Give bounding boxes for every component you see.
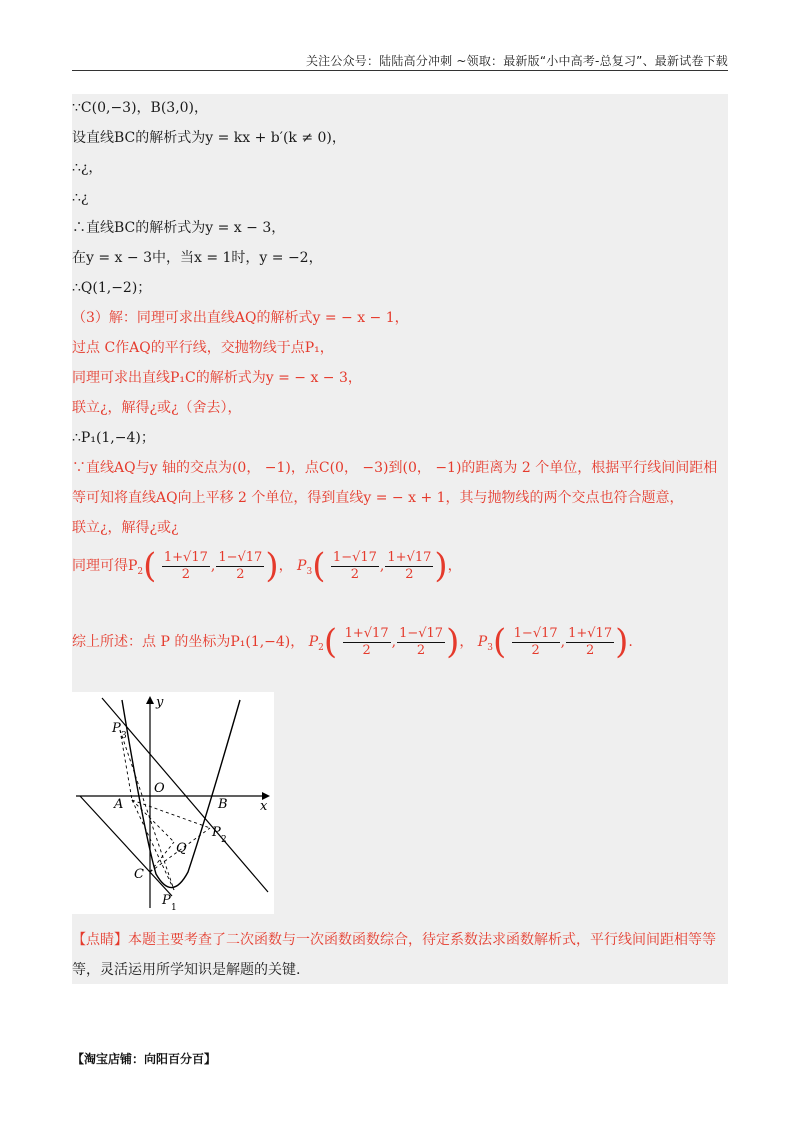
line-3: ∴¿， [72, 160, 103, 176]
line-2: 设直线BC的解析式为y = kx + b′(k ≠ 0)， [72, 130, 346, 146]
fraction: $\frac{1+√17}{2}$ [387, 549, 432, 582]
line-9: 过点 C作AQ的平行线，交抛物线于点P₁， [72, 340, 334, 356]
line-p1c [80, 796, 172, 896]
label-q: Q [176, 841, 187, 856]
label-p3: P [112, 721, 121, 736]
fraction: $\frac{1-√17}{2}$ [513, 625, 558, 658]
fraction: $\frac{1+√17}{2}$ [568, 625, 613, 658]
line-12: ∴P₁(1,−4)； [72, 430, 155, 446]
dashed-lines [120, 730, 210, 890]
line-15: 联立¿，解得¿或¿ [72, 520, 179, 536]
parabola [122, 700, 240, 888]
label-p1: P [162, 893, 171, 908]
line-7: ∴Q(1,−2)； [72, 280, 152, 296]
label-b: B [218, 797, 228, 812]
comment-line-1: 【点睛】本题主要考查了二次函数与一次函数函数综合，待定系数法求函数解析式，平行线间间距相等等 [72, 932, 716, 948]
label-p2: P [212, 825, 221, 840]
line-6: 在y = x − 3中，当x = 1时，y = −2， [72, 250, 323, 266]
line-10: 同理可求出直线P₁C的解析式为y = − x − 3， [72, 370, 362, 386]
line-13: ∵直线AQ与y 轴的交点为(0， −1)，点C(0， −3)到(0， −1)的距离为 2 个单位，根据平行线间间距相 [72, 460, 718, 476]
fraction: $\frac{1+√17}{2}$ [163, 549, 208, 582]
label-c: C [134, 867, 144, 882]
line-bc [102, 698, 268, 892]
line-1: ∵C(0,−3)，B(3,0)， [72, 100, 209, 116]
label-x: x [260, 799, 268, 814]
label-o: O [154, 781, 165, 796]
page-header-text: 关注公众号：陆陆高分冲刺 ~领取：最新版“小中高考-总复习”、最新试卷下载 [305, 54, 728, 68]
header-rule [72, 70, 728, 71]
line-11: 联立¿，解得¿或¿（舍去）， [72, 400, 242, 416]
line-17: 综上所述：点 P 的坐标为P₁(1,−4)， $P_2$( $\frac{1+√17}{2}$ , $\frac{1-√17}{2}$ )， $P_3$( $\frac{1-√17}{2}$ , $\frac{1+√17}{2}$ ). [72, 622, 633, 662]
line-16-prefix: 同理可得P [72, 558, 138, 574]
fraction: $\frac{1+√17}{2}$ [344, 625, 389, 658]
label-p2-sub: 2 [221, 835, 227, 845]
line-5: ∴直线BC的解析式为y = x − 3， [72, 220, 286, 236]
line-14: 等可知将直线AQ向上平移 2 个单位，得到直线y = − x + 1，其与抛物线的两个交点也符合题意， [72, 490, 684, 506]
geometry-figure [72, 692, 274, 914]
line-8: （3）解：同理可求出直线AQ的解析式y = − x − 1， [72, 310, 409, 326]
line-17-prefix: 综上所述：点 P 的坐标为P₁(1,−4)， [72, 634, 305, 650]
fraction: $\frac{1-√17}{2}$ [399, 625, 444, 658]
comment-line-2: 等，灵活运用所学知识是解题的关键. [72, 962, 301, 978]
fraction: $\frac{1-√17}{2}$ [332, 549, 377, 582]
footer-shop: 【淘宝店铺：向阳百分百】 [72, 1052, 217, 1066]
label-y: y [156, 695, 164, 710]
line-4: ∴¿ [72, 190, 89, 206]
label-p3-sub: 3 [121, 731, 127, 741]
label-p1-sub: 1 [171, 903, 177, 913]
label-a: A [114, 797, 124, 812]
fraction: $\frac{1-√17}{2}$ [218, 549, 263, 582]
y-axis-arrow [146, 696, 154, 704]
line-16: 同理可得$P_2$( $\frac{1+√17}{2}$ , $\frac{1-√17}{2}$ )， $P_3$( $\frac{1-√17}{2}$ , $\frac{1+√17}{2}$ )， [72, 546, 462, 586]
